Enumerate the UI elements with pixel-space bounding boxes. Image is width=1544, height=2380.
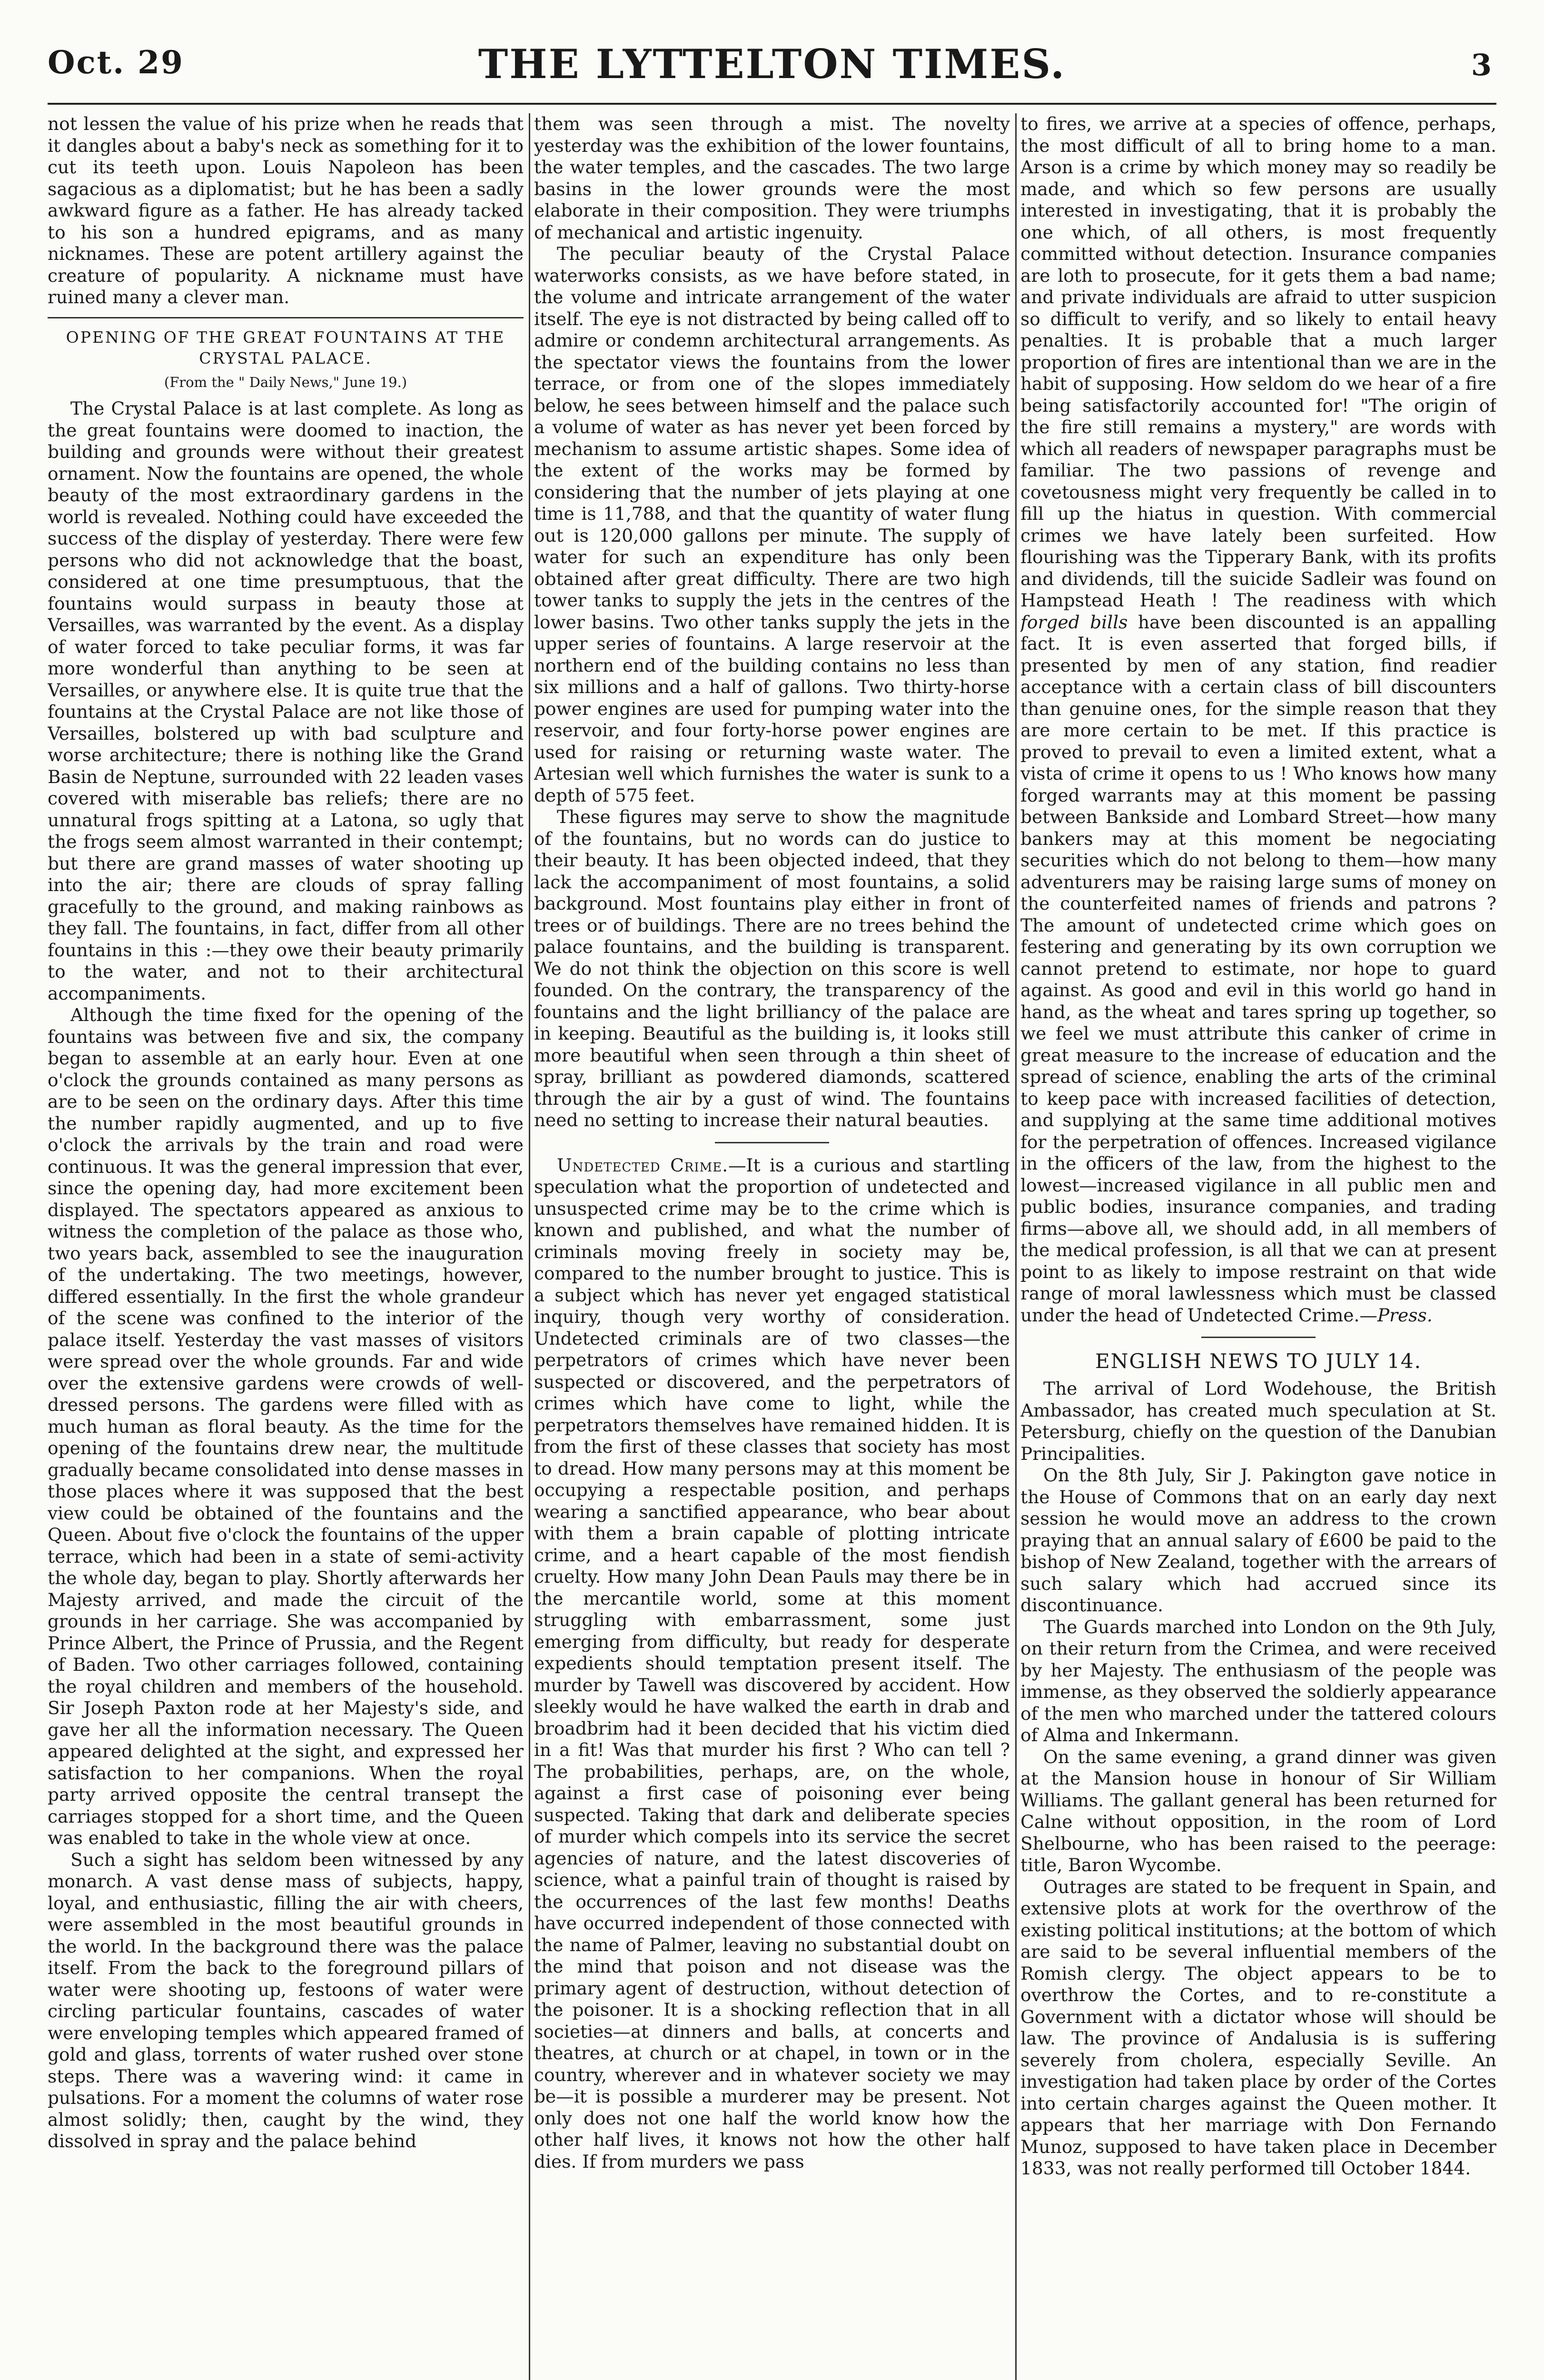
napoleon-paragraph-end: not lessen the value of his prize when he reads that it dangles about a baby's neck as something for it to cut its teeth upon. Louis Napoleon has been sagacious as a diplomatist; but he has been a sadly awkward figure as a father. He has already tacked to his son a hundred epigrams, and as many nicknames. These are potent artillery against the creature of popularity. A nickname must have ruined many a clever man.	[48, 113, 524, 307]
fountains-paragraph-5: These figures may serve to show the magnitude of the fountains, but no words can do justice to their beauty. It has been objected indeed, that they lack the accompaniment of most fountains, a solid background. Most fountains play either in front of trees or of buildings. There are no trees behind the palace fountains, and the building is transparent. We do not think the objection on this score is well founded. On the contrary, the transparency of the fountains and the light brilliancy of the palace are in keeping. Beautiful as the building is, it looks still more beautiful when seen through a thin sheet of spray, brilliant as powdered diamonds, scattered through the air by a gust of wind. The fountains need no setting to increase their natural beauties.	[534, 806, 1010, 1130]
crime-source: Press.	[1377, 1304, 1433, 1326]
english-news-heading: ENGLISH NEWS TO JULY 14.	[1095, 1349, 1422, 1373]
fountains-source: (From the " Daily News," June 19.)	[164, 374, 407, 390]
masthead	[48, 42, 1496, 113]
news-paragraph-3: The Guards marched into London on the 9th July, on their return from the Crimea, and were received by her Majesty. The enthusiasm of the people was immense, as they observed the soldierly appearance of the men who marched under the tattered colours of Alma and Inkermann.	[1020, 1616, 1496, 1745]
news-paragraph-5: Outrages are stated to be frequent in Spain, and extensive plots at work for the overthrow of the existing political institutions; at the bottom of which are said to be several influential members of the Romish clergy. The object appears to be to overthrow the Cortes, and to re-constitute a Government with a dictator whose will should be law. The province of Andalusia is is suffering severely from cholera, especially Seville. An investigation had taken place by order of the Cortes into certain charges against the Queen mother. It appears that her marriage with Don Fernando Munoz, supposed to have taken place in December 1833, was not really performed till October 1844.	[1020, 1876, 1496, 2179]
fountains-paragraph-2: Although the time fixed for the opening of the fountains was between five and six, the company began to assemble at an early hour. Even at one o'clock the grounds contained as many persons as are to be seen on the ordinary days. After this time the number rapidly augmented, and up to five o'clock the arrivals by the train and road were continuous. It was the general impression that ever, since the opening day, had more excitement been displayed. The spectators appeared as anxious to witness the completion of the palace as those who, two years back, assembled to see the inauguration of the undertaking. The two meetings, however, differed essentially. In the first the whole grandeur of the scene was confined to the interior of the palace itself. Yesterday the vast masses of visitors were spread over the whole grounds. Far and wide over the extensive gardens were crowds of well-dressed persons. The gardens were filled with as much human as floral beauty. As the time for the opening of the fountains drew near, the multitude gradually became consolidated into dense masses in those places where it was supposed that the best view could be obtained of the fountains and the Queen. About five o'clock the fountains of the upper terrace, which had been in a state of semi-activity the whole day, began to play. Shortly afterwards her Majesty arrived, and made the circuit of the grounds in her carriage. She was accompanied by Prince Albert, the Prince of Prussia, and the Regent of Baden. Two other carriages followed, containing the royal children and members of the household. Sir Joseph Paxton rode at her Majesty's side, and gave her all the information necessary. The Queen appeared delighted at the sight, and expressed her satisfaction to her companions. When the royal party arrived opposite the central transept the carriages stopped for a short time, and the Queen was enabled to take in the whole view at once.	[48, 1004, 524, 1848]
fountains-heading: OPENING OF THE GREAT FOUNTAINS AT THE CRYSTAL PALACE.	[66, 327, 505, 367]
undetected-crime-lead: Undetected Crime.	[557, 1154, 729, 1176]
newspaper-title: THE LYTTELTON TIMES.	[478, 40, 1066, 88]
section-rule	[715, 1142, 829, 1143]
section-rule	[48, 317, 524, 318]
undetected-crime-continued: to fires, we arrive at a species of offence, perhaps, the most difficult of all to bring home to a man. Arson is a crime by which money may so readily be made, and which so few persons are usually interested in investigating, that it is probably the one which, of all others, is most frequently committed without detection. Insurance companies are loth to prosecute, for it gets them a bad name; and private individuals are afraid to utter suspicion so difficult to verify, and so likely to entail heavy penalties. It is probable that a much larger proportion of fires are intentional than we are in the habit of supposing. How seldom do we hear of a fire being satisfactorily accounted for! "The origin of the fire still remains a mystery," are words with which all readers of newspaper paragraphs must be familiar. The two passions of revenge and covetousness might very frequently be called in to fill up the hiatus in question. With commercial crimes we have lately been surfeited. How flourishing was the Tipperary Bank, with its profits and dividends, till the suicide Sadleir was found on Hampstead Heath ! The readiness with which forged bills have been discounted is an appalling fact. It is even asserted that forged bills, if presented by men of any station, find readier acceptance with a certain class of bill discounters than genuine ones, for the simple reason that they are more certain to be met. If this practice is proved to prevail to even a limited extent, what a vista of crime it opens to us ! Who knows how many forged warrants may at this moment be passing between Bankside and Lombard Street—how many bankers may at this moment be negociating securities which do not belong to them—how many adventurers may be raising large sums of money on the counterfeited names of friends and patrons ? The amount of undetected crime which goes on festering and generating by its own corruption we cannot pretend to estimate, nor hope to guard against. As good and evil in this world go hand in hand, as the wheat and tares spring up together, so we feel we must attribute this canker of crime in great measure to the increase of education and the spread of science, enabling the arts of the criminal to keep pace with increased facilities of detection, and supplying at the same time additional motives for the perpetration of offences. Increased vigilance in the officers of the law, from the highest to the lowest—increased vigilance in all public men and public bodies, insurance companies, and trading firms—above all, we should add, in all members of the medical profession, is all that we can at present point to as likely to impose restraint on that wide range of moral lawlessness which must be classed under the head of Undetected Crime.—Press.	[1020, 113, 1496, 1326]
fountains-paragraph-1: The Crystal Palace is at last complete. As long as the great fountains were doomed to inaction, the building and grounds were without their greatest ornament. Now the fountains are opened, the whole beauty of the most extraordinary gardens in the world is revealed. Nothing could have exceeded the success of the display of yesterday. There were few persons who did not acknowledge that the boast, considered at one time presumptuous, that the fountains would surpass in beauty those at Versailles, was warranted by the event. As a display of water forced to take peculiar forms, it was far more wonderful than anything to be seen at Versailles, or anywhere else. It is quite true that the fountains at the Crystal Palace are not like those of Versailles, bolstered up with bad sculpture and worse architecture; there is nothing like the Grand Basin de Neptune, surrounded with 22 leaden vases covered with miserable bas reliefs; there are no unnatural frogs spitting at a Latona, so ugly that the frogs seem almost warranted in their contempt; but there are grand masses of water shooting up into the air; there are clouds of spray falling gracefully to the ground, and making rainbows as they fall. The fountains, in fact, differ from all other fountains in this :—they owe their beauty primarily to the water, and not to their architectural accompaniments.	[48, 398, 524, 1004]
forged-bills-italic: forged bills	[1020, 611, 1128, 633]
column-divider-2	[1015, 113, 1017, 2380]
column-divider-1	[529, 113, 530, 2380]
fountains-paragraph-continued: them was seen through a mist. The novelty yesterday was the exhibition of the lower fountains, the water temples, and the cascades. The two large basins in the lower grounds were the most elaborate in their composition. They were triumphs of mechanical and artistic ingenuity.	[534, 113, 1010, 243]
issue-date: Oct. 29	[48, 44, 184, 81]
column-3	[1020, 113, 1496, 2380]
column-2	[534, 113, 1010, 2380]
masthead-rule	[48, 103, 1496, 105]
page-number: 3	[1471, 48, 1492, 82]
fountains-paragraph-3: Such a sight has seldom been witnessed by any monarch. A vast dense mass of subjects, happy, loyal, and enthusiastic, filling the air with cheers, were assembled in the most beautiful grounds in the world. In the background there was the palace itself. From the back to the foreground pillars of water were shooting up, festoons of water were circling particular fountains, cascades of water were enveloping temples which appeared framed of gold and glass, torrents of water rushed over stone steps. There was a wavering wind: it came in pulsations. For a moment the columns of water rose almost solidly; then, caught by the wind, they dissolved in spray and the palace behind	[48, 1849, 524, 2152]
news-paragraph-4: On the same evening, a grand dinner was given at the Mansion house in honour of Sir William Williams. The gallant general has been returned for Calne without opposition, in the room of Lord Shelbourne, who has been raised to the peerage: title, Baron Wycombe.	[1020, 1746, 1496, 1875]
undetected-crime-paragraph: Undetected Crime.—It is a curious and startling speculation what the proportion of undetected and unsuspected crime may be to the crime which is known and published, and what the number of criminals moving freely in society may be, compared to the number brought to justice. This is a subject which has never yet engaged statistical inquiry, though very worthy of consideration. Undetected criminals are of two classes—the perpetrators of crimes which have never been suspected or discovered, and the perpetrators of crimes which have come to light, while the perpetrators themselves have remained hidden. It is from the first of these classes that society has most to dread. How many persons may at this moment be occupying a respectable position, and perhaps wearing a sanctified appearance, who bear about with them a brain capable of plotting intricate crime, and a heart capable of the most fiendish cruelty. How many John Dean Pauls may there be in the mercantile world, some at this moment struggling with embarrassment, some just emerging from difficulty, but ready for desperate expedients should temptation present itself. The murder by Tawell was discovered by accident. How sleekly would he have walked the earth in drab and broadbrim had it been decided that his victim died in a fit! Was that murder his first ? Who can tell ? The probabilities, perhaps, are, on the whole, against a first case of poisoning ever being suspected. Taking that dark and deliberate species of murder which compels into its service the secret agencies of nature, and the latest discoveries of science, what a painful train of thought is raised by the occurrences of the last few months! Deaths have occurred independent of those connected with the name of Palmer, leaving no substantial doubt on the mind that poison and not disease was the primary agent of destruction, without detection of the poisoner. It is a shocking reflection that in all societies—at dinners and balls, at concerts and theatres, at church or at chapel, in town or in the country, wherever and in whatever society we may be—it is possible a murderer may be present. Not only does not one half the world know how the other half lives, it knows not how the other half dies. If from murders we pass	[534, 1154, 1010, 2172]
section-rule	[1201, 1337, 1316, 1338]
news-paragraph-1: The arrival of Lord Wodehouse, the British Ambassador, has created much speculation at St. Petersburg, chiefly on the question of the Danubian Principalities.	[1020, 1378, 1496, 1464]
fountains-paragraph-4: The peculiar beauty of the Crystal Palace waterworks consists, as we have before stated, in the volume and intricate arrangement of the water itself. The eye is not distracted by being called off to admire or condemn architectural arrangements. As the spectator views the fountains from the lower terrace, or from one of the slopes immediately below, he sees between himself and the palace such a volume of water as has never yet been forced by mechanism to assume artistic shapes. Some idea of the extent of the works may be formed by considering that the number of jets playing at one time is 11,788, and that the quantity of water flung out is 120,000 gallons per minute. The supply of water for such an expenditure has only been obtained after great difficulty. There are two high tower tanks to supply the jets in the centres of the lower basins. Two other tanks supply the jets in the upper series of fountains. A large reservoir at the northern end of the building contains no less than six millions and a half of gallons. Two thirty-horse power engines are used for pumping water into the reservoir, and four forty-horse power engines are used for raising or returning waste water. The Artesian well which furnishes the water is sunk to a depth of 575 feet.	[534, 243, 1010, 806]
column-1	[48, 113, 524, 2380]
news-paragraph-2: On the 8th July, Sir J. Pakington gave notice in the House of Commons that on an early day next session he would move an address to the crown praying that an annual salary of £600 be paid to the bishop of New Zealand, together with the arrears of such salary which had accrued since its discontinuance.	[1020, 1465, 1496, 1616]
